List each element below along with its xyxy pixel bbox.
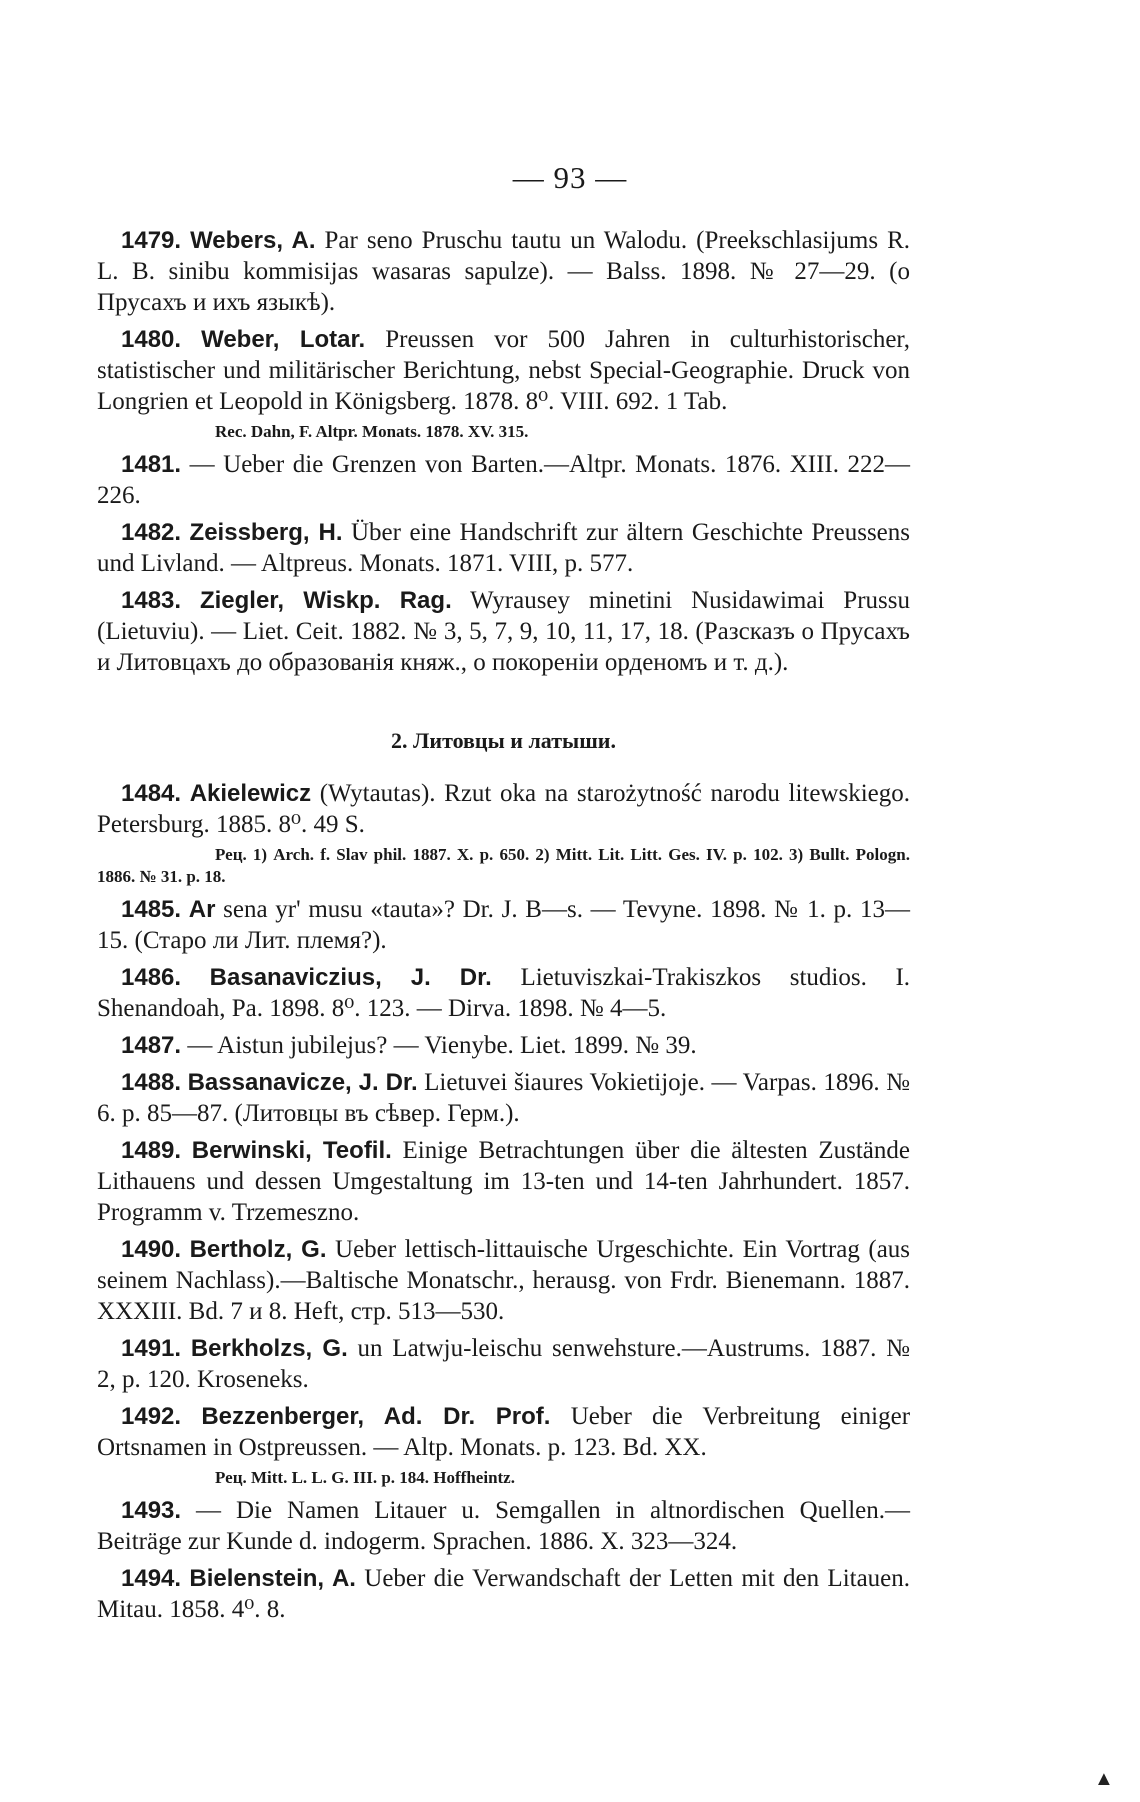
entry-number: 1482.	[121, 519, 182, 546]
bibliography-entry	[97, 225, 910, 318]
bibliography-entry	[97, 324, 910, 417]
entry-text: — Ueber die Grenzen von Barten.—Altpr. Monats. 1876. XIII. 222—226.	[97, 451, 911, 509]
entry-author: Bielenstein, A.	[189, 1565, 356, 1592]
entry-number: 1479.	[121, 227, 182, 254]
entry-text: Par seno Pruschu tautu un Walodu. (Preekschlasijums R. L. B. sinibu kommisijas wasaras sapulze). — Balss. 1898. № 27—29. (o Прусахъ и ихъ языкѣ).	[97, 227, 910, 316]
entry-author: Berkholzs, G.	[190, 1335, 348, 1362]
entries-bottom-list	[97, 778, 910, 1625]
entry-author: Zeissberg, H.	[189, 519, 343, 546]
entry-author: Bertholz, G.	[189, 1236, 327, 1263]
entry-number: 1491.	[121, 1335, 182, 1362]
bibliography-entry	[97, 585, 910, 678]
entry-number: 1487.	[121, 1032, 182, 1059]
entry-text: Lietuvei šiaures Vokietijoje. — Varpas. 1896. № 6. p. 85—87. (Литовцы въ сѣвер. Герм.).	[97, 1069, 911, 1127]
entry-author: Akielewicz	[189, 780, 312, 807]
page-number: — 93 —	[512, 160, 628, 195]
bibliography-entry	[97, 894, 910, 956]
entry-number: 1484.	[121, 780, 182, 807]
entry-text: Einige Betrachtungen über die ältesten Zustände Lithauens und dessen Umgestaltung im 13-ten und 14-ten Jahrhundert. 1857. Programm v. Trzemeszno.	[97, 1137, 910, 1226]
entry-number: 1492.	[121, 1403, 182, 1430]
bibliography-entry	[97, 1333, 910, 1395]
entry-text: — Aistun jubilejus? — Vienybe. Liet. 1899. № 39.	[187, 1032, 697, 1059]
entry-text: un Latwju-leischu senwehsture.—Austrums. 1887. № 2, p. 120. Kroseneks.	[97, 1335, 911, 1393]
entry-number: 1485.	[121, 896, 182, 923]
entry-text: Preussen vor 500 Jahren in culturhistorischer, statistischer und militärischer Berichtung, nebst Special-Geographie. Druck von Longrien et Leopold in Königsberg. 1878. 8⁰. VIII. 692. 1 Tab.	[97, 326, 911, 415]
entry-number: 1481.	[121, 451, 182, 478]
entry-author: Webers, A.	[190, 227, 316, 254]
corner-mark: ▲	[1094, 1768, 1114, 1790]
entry-text: (Wytautas). Rzut oka na starożytność narodu litewskiego. Petersburg. 1885. 8⁰. 49 S.	[97, 780, 911, 838]
entry-text: Ueber die Verbreitung einiger Ortsnamen in Ostpreussen. — Altp. Monats. p. 123. Bd. XX.	[97, 1403, 911, 1461]
bibliography-entry	[97, 1563, 910, 1625]
bibliography-entry	[97, 1234, 910, 1327]
bibliography-entry	[97, 1067, 910, 1129]
bibliography-entry	[97, 1135, 910, 1228]
bibliography-entry	[97, 1401, 910, 1463]
entry-number: 1483.	[121, 587, 182, 614]
entry-author: Berwinski, Teofil.	[191, 1137, 392, 1164]
bibliography-entry	[97, 1030, 910, 1061]
bibliography-entry	[97, 962, 910, 1024]
entry-number: 1494.	[121, 1565, 182, 1592]
entry-text: Ueber die Verwandschaft der Letten mit den Litauen. Mitau. 1858. 4⁰. 8.	[97, 1565, 911, 1623]
bibliography-entry	[97, 449, 910, 511]
review-note: Рец. 1) Arch. f. Slav phil. 1887. X. p. 650. 2) Mitt. Lit. Litt. Ges. IV. p. 102. 3) Bullt. Pologn. 1886. № 31. p. 18.	[97, 845, 910, 886]
entry-number: 1489.	[121, 1137, 182, 1164]
bibliography-entry	[97, 1495, 910, 1557]
entry-number: 1488.	[121, 1069, 182, 1096]
entry-author: Ziegler, Wiskp. Rag.	[199, 587, 452, 614]
entry-number: 1486.	[121, 964, 182, 991]
entry-text: Über eine Handschrift zur ältern Geschichte Preussens und Livland. — Altpreus. Monats. 1871. VIII, p. 577.	[97, 519, 910, 577]
entry-text: sena yr' musu «tauta»? Dr. J. B—s. — Tevyne. 1898. № 1. p. 13—15. (Старо ли Лит. племя?).	[97, 896, 911, 954]
bibliography-entry	[97, 778, 910, 840]
entry-text: Lietuviszkai-Trakiszkos studios. I. Shenandoah, Pa. 1898. 8⁰. 123. — Dirva. 1898. № 4—5.	[97, 964, 911, 1022]
entries-top	[97, 225, 910, 684]
entry-number: 1493.	[121, 1497, 182, 1524]
review-note: Рец. Mitt. L. L. G. III. p. 184. Hoffheintz.	[215, 1468, 515, 1487]
entry-author: Ar	[188, 896, 216, 923]
entry-text: — Die Namen Litauer u. Semgallen in altnordischen Quellen.—Beiträge zur Kunde d. indogerm. Sprachen. 1886. X. 323—324.	[97, 1497, 911, 1555]
bibliography-entry	[97, 517, 910, 579]
section-title: 2. Литовцы и латыши.	[391, 728, 616, 753]
review-note: Rec. Dahn, F. Altpr. Monats. 1878. XV. 315.	[215, 422, 529, 441]
entry-text: Wyrausey minetini Nusidawimai Prussu (Lietuviu). — Liet. Ceit. 1882. № 3, 5, 7, 9, 10, 11, 17, 18. (Разсказъ о Пруcахъ и Литовцахъ до образованія княж., о покореніи орденомъ и т. д.).	[97, 587, 910, 676]
entry-number: 1480.	[121, 326, 182, 353]
entry-author: Basanaviczius, J. Dr.	[209, 964, 492, 991]
entry-text: Ueber lettisch-littauische Urgeschichte. Ein Vortrag (aus seinem Nachlass).—Baltische Monatschr., herausg. von Frdr. Bienemann. 1887. XXXIII. Bd. 7 и 8. Heft, стр. 513—530.	[97, 1236, 911, 1325]
entries-bottom	[97, 690, 910, 1631]
entry-author: Bassanavicze, J. Dr.	[187, 1069, 418, 1096]
entry-number: 1490.	[121, 1236, 182, 1263]
entry-author: Weber, Lotar.	[201, 326, 366, 353]
entry-author: Bezzenberger, Ad. Dr. Prof.	[201, 1403, 551, 1430]
